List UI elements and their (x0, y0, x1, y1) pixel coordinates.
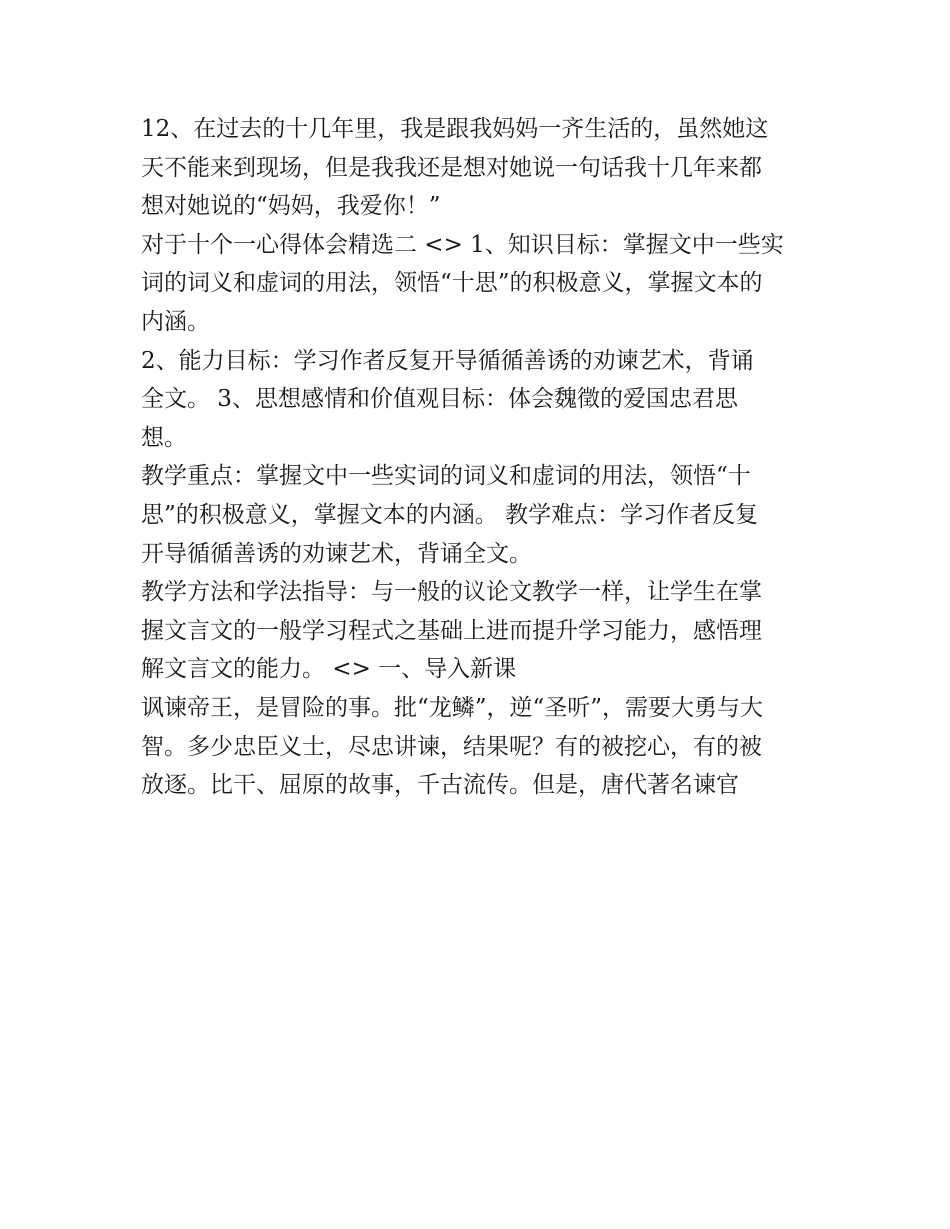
text-line: 教学方法和学法指导：与一般的议论文教学一样，让学生在掌 (141, 579, 762, 606)
text-line: 全文。 3、思想感情和价值观目标：体会魏徵的爱国忠君思 (141, 386, 738, 413)
text-line: 智。多少忠臣义士，尽忠讲谏，结果呢？有的被挖心，有的被 (141, 733, 762, 760)
text-line: 对于十个一心得体会精选二 <> 1、知识目标：掌握文中一些实 (141, 231, 784, 258)
text-line: 天不能来到现场，但是我我还是想对她说一句话我十几年来都 (141, 154, 762, 181)
text-line: 内涵。 (141, 308, 210, 335)
text-line: 握文言文的一般学习程式之基础上进而提升学习能力，感悟理 (141, 617, 762, 644)
text-line: 12、在过去的十几年里，我是跟我妈妈一齐生活的，虽然她这 (141, 116, 769, 142)
text-line: 想。 (141, 424, 187, 451)
text-line: 讽谏帝王，是冒险的事。批“龙鳞”，逆“圣听”，需要大勇与大 (141, 694, 764, 721)
text-line: 想对她说的“妈妈，我爱你！” (141, 193, 441, 220)
document-body (141, 110, 813, 805)
text-line: 教学重点：掌握文中一些实词的词义和虚词的用法，领悟“十 (141, 463, 751, 490)
text-line: 解文言文的能力。 <> 一、导入新课 (141, 656, 517, 683)
text-line: 开导循循善诱的劝谏艺术，背诵全文。 (141, 540, 532, 567)
text-line: 词的词义和虚词的用法，领悟“十思”的积极意义，掌握文本的 (141, 270, 763, 297)
text-line: 2、能力目标：学习作者反复开导循循善诱的劝谏艺术，背诵 (141, 347, 754, 374)
text-line: 思”的积极意义，掌握文本的内涵。 教学难点：学习作者反复 (141, 501, 759, 528)
text-line: 放逐。比干、屈原的故事，千古流传。但是，唐代著名谏官 (141, 772, 739, 799)
